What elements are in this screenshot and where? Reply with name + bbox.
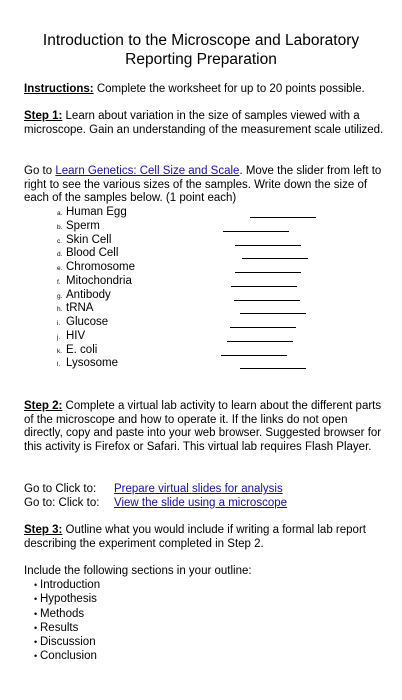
sample-letter: c. [57,237,63,245]
link-row-label: Go to Click to: [24,483,97,495]
answer-blank[interactable] [240,368,306,369]
sample-name: Antibody [66,288,111,301]
sample-name: Blood Cell [66,247,119,260]
goto-text: . Move the slider from left to right to see the various sizes of the samples. Write down the size of each of the samples below. (1 point each) [24,165,382,205]
goto-paragraph [24,165,386,206]
bullet-icon: • [34,594,38,605]
answer-blank[interactable] [227,341,293,342]
sample-row [57,316,357,330]
section-name: Methods [40,607,85,620]
sample-letter: j. [57,333,61,341]
sample-row [57,220,357,234]
page-title [20,31,382,69]
list-item [34,592,100,606]
answer-blank[interactable] [234,300,300,301]
sample-row [57,234,357,248]
sample-name: Mitochondria [66,274,132,287]
view-slide-link[interactable]: View the slide using a microscope [114,497,288,509]
cell-size-scale-link[interactable]: Learn Genetics: Cell Size and Scale [55,165,240,177]
sample-letter: b. [57,223,63,231]
sample-letter: a. [57,210,63,217]
step1-paragraph [24,110,386,137]
sample-letter: g. [57,292,63,300]
step3-label: Step 3: [24,524,63,536]
prepare-slides-link[interactable]: Prepare virtual slides for analysis [114,483,283,495]
answer-blank[interactable] [240,313,306,314]
step2-paragraph [24,400,386,455]
sample-letter: l. [57,361,61,369]
sample-name: Skin Cell [66,233,112,246]
sample-name: Lysosome [66,357,118,370]
step2-text: Complete a virtual lab activity to learn about the different parts of the microscope and how to operate it. If the links do not open directly, copy and paste into your web browser. Suggested browser for this activity is Firefox or Safari. This virtual lab requires Flash Player. [24,400,382,454]
sample-letter: e. [57,265,63,272]
include-paragraph: Include the following sections in your outline: [24,565,252,577]
bullet-icon: • [34,651,38,662]
sample-row [57,261,357,275]
sample-name: Human Egg [66,206,127,218]
virtual-lab-link-row [24,482,283,496]
sample-row [57,206,357,220]
bullet-icon: • [34,580,38,590]
sample-row [57,289,357,303]
sample-row [57,302,357,316]
goto-prefix: Go to [24,165,56,177]
sample-row [57,275,357,289]
sample-letter: f. [57,278,61,286]
sample-row [57,247,357,261]
samples-list [57,206,357,371]
answer-blank[interactable] [250,217,316,218]
answer-blank[interactable] [235,245,301,246]
sample-name: Glucose [66,316,109,328]
section-name: Results [40,621,79,634]
title-line-1: Introduction to the Microscope and Laboratory [42,32,360,49]
section-name: Introduction [40,579,101,591]
list-item [34,578,100,592]
answer-blank[interactable] [242,258,308,259]
step1-text: Learn about variation in the size of samples viewed with a microscope. Gain an understanding of the measurement scale utilized. [24,110,384,136]
sample-name: Chromosome [66,261,136,273]
section-name: Discussion [40,636,96,649]
list-item [34,607,100,621]
answer-blank[interactable] [235,272,301,273]
sample-name: Sperm [66,219,100,232]
bullet-icon: • [34,637,38,648]
answer-blank[interactable] [223,231,289,232]
list-item [34,649,100,663]
instructions-paragraph [24,83,386,97]
step3-text: Outline what you would include if writing a formal lab report describing the experiment completed in Step 2. [24,524,366,550]
sample-name: tRNA [66,302,94,315]
bullet-icon: • [34,608,38,619]
sample-letter: i. [57,320,61,327]
sample-row [57,344,357,358]
bullet-icon: • [34,622,38,633]
link-row-label: Go to: Click to: [24,497,100,509]
step2-label: Step 2: [24,400,63,412]
step3-paragraph [24,524,386,551]
sample-name: HIV [66,329,86,342]
sample-row [57,330,357,344]
answer-blank[interactable] [230,327,296,328]
section-name: Conclusion [40,650,97,663]
instructions-text: Complete the worksheet for up to 20 points possible. [93,83,365,95]
step1-label: Step 1: [24,110,63,122]
sections-list [34,578,100,664]
answer-blank[interactable] [231,286,297,287]
instructions-label: Instructions: [24,83,94,95]
list-item [34,635,100,649]
sample-letter: h. [57,306,63,314]
title-line-2: Reporting Preparation [125,51,277,68]
answer-blank[interactable] [221,355,287,356]
sample-row [57,357,357,371]
list-item [34,621,100,635]
virtual-lab-link-row [24,496,287,510]
sample-name: E. coli [66,343,98,356]
sample-letter: k. [57,347,63,355]
sample-letter: d. [57,251,63,259]
section-name: Hypothesis [40,593,97,606]
